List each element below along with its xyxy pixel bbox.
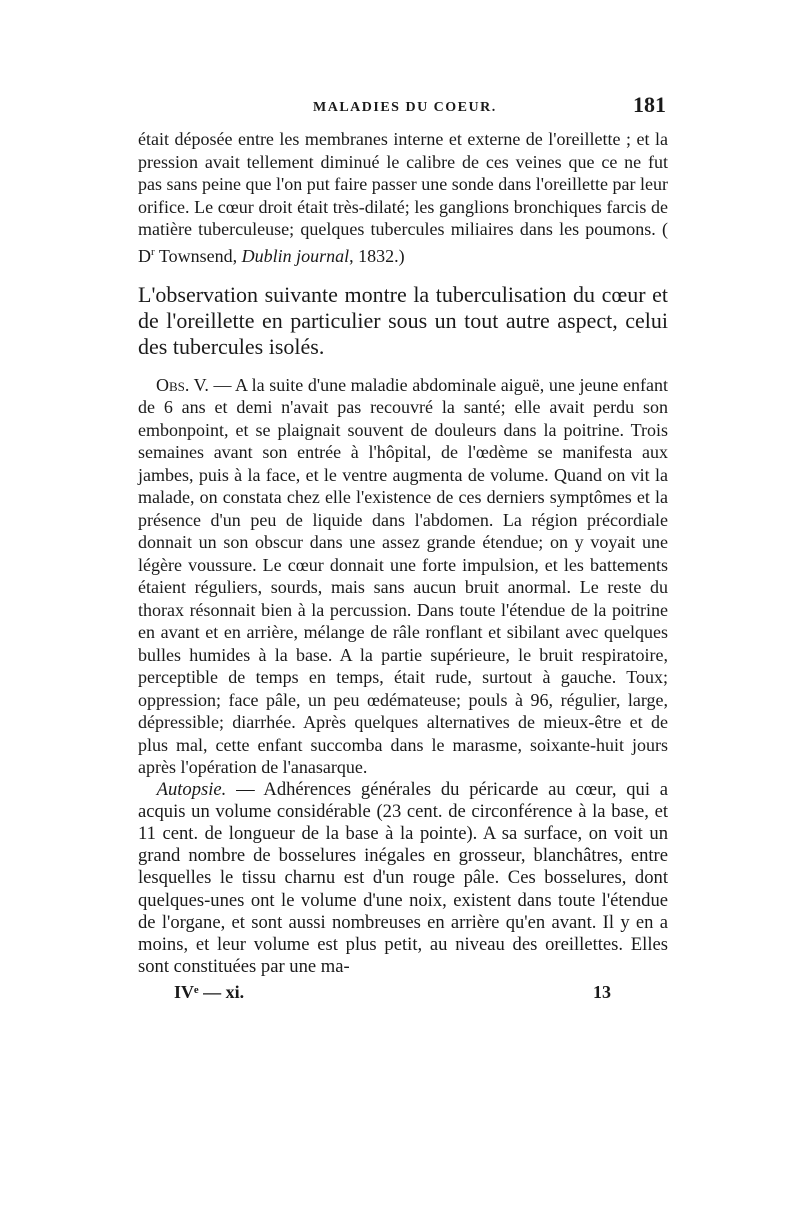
paragraph-text: , 1832.) [349,245,405,266]
running-header [138,92,668,128]
paragraph-intro-observation: L'observation suivante montre la tuberculisation du cœur et de l'oreillette en particulier sous un tout autre aspect, celui des tubercules isolés. [138,281,668,359]
running-title: MALADIES DU COEUR. [313,100,497,115]
journal-title: Dublin journal [241,245,350,266]
book-page [138,92,668,1012]
paragraph-townsend [138,128,668,268]
autopsie-label: Autopsie. [156,778,227,800]
sheet-number: 13 [593,982,611,1003]
paragraph-text: était déposée entre les membranes interne et externe de l'oreillette ; et la pression avait tellement diminué le calibre de ces veines que ce ne fut pas sans peine que l'on put faire passer une sonde dans l'oreillette par leur orifice. Le cœur droit était très-dilaté; les ganglions bronchiques farcis de matière tuberculeuse; quelques tubercules miliaires dans les poumons. ( D [138,129,668,266]
page-footer [138,982,668,1012]
page-number: 181 [633,92,666,117]
paragraph-text: Townsend, [154,245,242,266]
superscript: r [151,245,155,258]
paragraph-observation-v [138,374,668,779]
paragraph-text: — A la suite d'une maladie abdominale aiguë, une jeune enfant de 6 ans et demi n'avait pas recouvré la santé; elle avait perdu son embonpoint, et se plaignait souvent de douleurs dans la poitrine. Trois semaines avant son entrée à l'hôpital, de l'œdème se manifesta aux jambes, puis à la face, et le ventre augmenta de volume. Quand on vit la malade, on constata chez elle l'existence de ces derniers symptômes et la présence d'un peu de liquide dans l'abdomen. La région précordiale donnait un son obscur dans une assez grande étendue; on y voyait une légère voussure. Le cœur donnait une forte impulsion, et les battements étaient réguliers, sourds, mais sans aucun bruit anormal. Le reste du thorax résonnait bien à la percussion. Dans toute l'étendue de la poitrine en avant et en arrière, mélange de râle ronflant et sibilant avec quelques bulles humides à la base. A la partie supérieure, le bruit respiratoire, perceptible de temps en temps, était rude, surtout à gauche. Toux; oppression; face pâle, un peu œdémateuse; pouls à 96, régulier, large, dépressible; diarrhée. Après quelques alternatives de mieux-être et de plus mal, cette enfant succomba dans le marasme, soixante-huit jours après l'opération de l'anasarque. [138,374,668,778]
paragraph-autopsie [138,779,668,979]
signature-mark: IVᵉ — xi. [174,982,245,1003]
paragraph-text: — Adhérences générales du péricarde au cœur, qui a acquis un volume considérable (23 cent. de circonférence à la base, et 11 cent. de longueur de la base à la pointe). A sa surface, on voit un grand nombre de bosselures inégales en grosseur, blanchâtres, entre lesquelles le tissu charnu est d'un rouge pâle. Ces bosselures, dont quelques-unes ont le volume d'une noix, existent dans toute l'étendue de l'organe, et sont aussi nombreuses en arrière qu'en avant. Il y en a moins, et leur volume est plus petit, au niveau des oreillettes. Elles sont constituées par une ma- [138,778,668,978]
observation-label: Obs. V. [156,374,209,395]
